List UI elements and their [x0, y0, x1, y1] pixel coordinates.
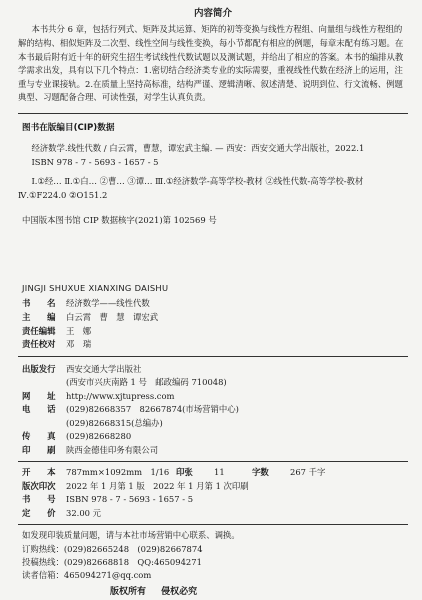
row-value: 白云霄 曹 慧 谭宏武: [66, 312, 159, 323]
row-label: 责任编辑: [22, 325, 56, 336]
cip-line: Ⅰ.①经… Ⅱ.①白… ②曹… ③谭… Ⅲ.①经济数学-高等学校-教材 ②线性代数-高等学校-教材 Ⅳ.①F224.0 ②O151.2: [18, 176, 364, 200]
content-summary: [18, 6, 408, 105]
publisher-fax-row: [22, 430, 408, 443]
cip-body: [18, 142, 408, 202]
publisher-phone-row-2: [22, 417, 408, 430]
book-pinyin: JINGJI SHUXUE XIANXING DAISHU: [22, 283, 169, 293]
cip-line: 经济数学.线性代数 / 白云霄，曹慧，谭宏武主编. — 西安：西安交通大学出版社，2022.1: [31, 142, 365, 153]
book-responsible-editor-row: [22, 325, 408, 339]
row-label: 责任校对: [22, 339, 56, 350]
divider: [18, 524, 408, 525]
format-row: [22, 466, 408, 480]
row-value: 陕西金德佳印务有限公司: [66, 444, 159, 455]
summary-paragraph: 本书共分 6 章，包括行列式、矩阵及其运算、矩阵的初等变换与线性方程组、向量组与线性方程组的解的结构、相似矩阵及二次型、线性空间与线性变换，每小节都配有相应的例题，每章末配有练习题。在本书最后附有近十年的研究生招生考试线性代数试题以及测试题，并给出了相应的答案。本书的编排从教学需求出发，具有以下几个特点：1.密切结合经济类专业的实际需要，重视线性代数在经济上的运用，注重与专业课接轨。2.在质量上坚持高标准，结构严谨、逻辑清晰、叙述清楚、说明到位、行文流畅、例题典型、习题配备合理、可读性强，对学生认真负责。: [18, 24, 404, 103]
row-label: [22, 376, 66, 389]
cip-heading: 图书在版编目(CIP)数据: [22, 123, 115, 134]
book-proofreader-row: [22, 338, 408, 352]
row-value: 邓 瑞: [66, 339, 92, 350]
rights-text: 侵权必究: [161, 586, 198, 597]
summary-title: 内容简介: [193, 8, 232, 19]
copyright-page: [18, 6, 408, 599]
wordcount-value: 267 千字: [290, 466, 326, 477]
row-label: 电 话: [22, 404, 56, 415]
contact-info: [22, 529, 408, 598]
row-value: (029)82668357 82667874(市场营销中心): [66, 404, 239, 415]
row-value: (029)82668280: [66, 431, 132, 442]
row-value: (029)82668315(总编办): [66, 417, 163, 428]
format-value: 787mm×1092mm 1/16: [66, 466, 170, 477]
publisher-row: [22, 363, 408, 376]
cip-block: [18, 113, 408, 228]
contact-line: 如发现印装质量问题，请与本社市场营销中心联系、调换。: [22, 530, 240, 541]
publisher-phone-row: [22, 403, 408, 416]
isbn-row: [22, 493, 408, 507]
row-label: 定 价: [22, 507, 56, 518]
contact-line: 订购热线：(029)82665248 (029)82667874: [22, 543, 203, 554]
divider: [18, 356, 408, 357]
book-editors-row: [22, 311, 408, 325]
book-title-row: [22, 297, 408, 311]
row-label: 主 编: [22, 312, 56, 323]
row-value: 2022 年 1 月第 1 版 2022 年 1 月第 1 次印刷: [66, 480, 249, 491]
row-value: 王 娜: [66, 325, 92, 336]
book-info: [22, 297, 408, 351]
contact-line: 投稿热线：(029)82668818 QQ:465094271: [22, 556, 202, 567]
row-label: 版次印次: [22, 480, 56, 491]
sheets-value: 11: [214, 466, 225, 477]
publisher-info: [22, 363, 408, 457]
row-label: 书 号: [22, 494, 56, 505]
website-link[interactable]: http://www.xjtupress.com: [66, 390, 175, 401]
row-value: ISBN 978 - 7 - 5693 - 1657 - 5: [66, 494, 194, 505]
row-label: 书 名: [22, 298, 56, 309]
row-label: 开 本: [22, 466, 56, 477]
wordcount-label: 字数: [252, 466, 269, 477]
row-value: 经济数学——线性代数: [66, 298, 150, 309]
row-value: (西安市兴庆南路 1 号 邮政编码 710048): [66, 377, 227, 388]
row-label: 传 真: [22, 431, 56, 442]
sheets-label: 印张: [176, 466, 193, 477]
row-label: 出版发行: [22, 363, 56, 374]
copyright-notice: [110, 585, 408, 599]
row-label: 印 刷: [22, 444, 56, 455]
row-value: 西安交通大学出版社: [66, 363, 142, 374]
price-row: [22, 507, 408, 521]
divider: [18, 461, 408, 462]
book-specs: [22, 466, 408, 520]
contact-line: 读者信箱：465094271@qq.com: [22, 570, 152, 581]
cip-number: 中国版本图书馆 CIP 数据核字(2021)第 102569 号: [22, 215, 217, 226]
printer-row: [22, 444, 408, 457]
publisher-address-row: [22, 376, 408, 389]
row-label: 网 址: [22, 390, 56, 401]
publisher-website-row: [22, 390, 408, 403]
edition-row: [22, 480, 408, 494]
rights-text: 版权所有: [110, 586, 147, 597]
cip-top-rule: [18, 113, 408, 114]
row-label: [22, 417, 66, 430]
cip-line: ISBN 978 - 7 - 5693 - 1657 - 5: [31, 156, 159, 167]
row-value: 32.00 元: [66, 507, 102, 518]
